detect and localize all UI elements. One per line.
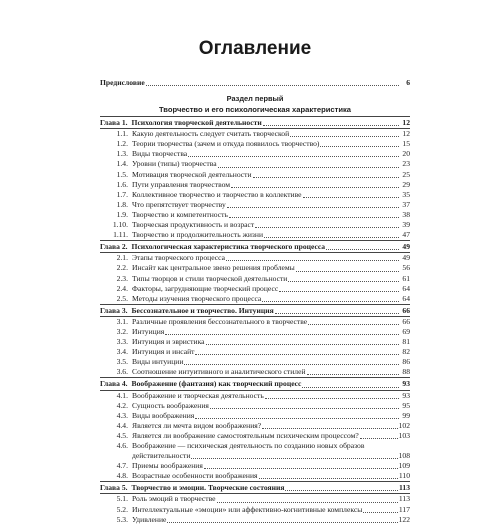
entry-number: 2.2. — [116, 263, 128, 273]
leader-dots — [217, 502, 398, 503]
toc-entry[interactable] — [100, 139, 410, 149]
entry-text: Возрастные особенности воображения — [132, 471, 258, 481]
toc-entry[interactable] — [100, 431, 410, 441]
entry-number: 4.2. — [116, 400, 128, 410]
leader-dots — [303, 197, 400, 198]
entry-text: Приемы воображения — [132, 461, 203, 471]
entry-page: 37 — [402, 199, 410, 209]
chapter-list — [100, 116, 410, 525]
entry-number: 2.1. — [116, 253, 128, 263]
entry-page: 64 — [402, 293, 410, 303]
chapter-page: 113 — [399, 483, 410, 493]
chapter-entry[interactable] — [100, 118, 410, 128]
leader-dots — [264, 237, 399, 238]
toc-entry[interactable] — [100, 391, 410, 401]
entry-page: 102 — [398, 420, 410, 430]
leader-dots — [308, 324, 399, 325]
leader-dots — [275, 313, 399, 314]
leader-dots — [253, 177, 399, 178]
toc-entry[interactable] — [100, 327, 410, 337]
toc-entry[interactable] — [100, 317, 410, 327]
leader-dots — [191, 458, 397, 459]
toc-entry[interactable] — [100, 461, 410, 471]
entry-text: Творчество и компетентность — [132, 209, 228, 219]
leader-dots — [206, 344, 399, 345]
entry-page: 38 — [402, 209, 410, 219]
leader-dots — [265, 398, 399, 399]
entry-number: 5.3. — [116, 514, 128, 524]
chapter-number: Глава 4. — [100, 379, 128, 389]
entry-text: Интуиция — [132, 326, 165, 336]
entry-number: 4.4. — [116, 420, 128, 430]
entry-page: 103 — [398, 430, 410, 440]
entry-page: 20 — [402, 149, 410, 159]
entry-number: 4.7. — [116, 461, 128, 471]
entry-number: 4.3. — [116, 410, 128, 420]
chapter-page: 66 — [402, 305, 410, 315]
leader-dots — [218, 167, 399, 168]
entry-page: 109 — [398, 461, 410, 471]
leader-dots — [285, 490, 398, 491]
entry-text: Что препятствует творчеству — [132, 199, 226, 209]
toc-entry[interactable] — [100, 159, 410, 169]
toc-entry[interactable] — [100, 367, 410, 377]
chapter-number: Глава 2. — [100, 242, 128, 252]
chapter-block — [100, 481, 410, 524]
leader-dots — [188, 156, 399, 157]
entry-number: 2.3. — [116, 273, 128, 283]
leader-dots — [360, 438, 398, 439]
entry-number: 1.6. — [116, 179, 128, 189]
entry-number: 3.3. — [116, 337, 128, 347]
entry-text: Является ли мечта видом воображения? — [132, 420, 262, 430]
entry-text: Виды творчества — [132, 149, 188, 159]
toc-entry[interactable] — [100, 274, 410, 284]
entry-line2 — [132, 451, 410, 461]
leader-dots — [259, 478, 398, 479]
entry-number: 1.11. — [113, 230, 128, 240]
leader-dots — [146, 85, 399, 86]
chapter-entry[interactable] — [100, 306, 410, 316]
entry-page: 99 — [402, 410, 410, 420]
entry-page: 12 — [402, 129, 410, 139]
preface-entry[interactable] — [100, 78, 410, 88]
entry-page: 81 — [402, 337, 410, 347]
leader-dots — [262, 301, 399, 302]
entry-page: 69 — [402, 326, 410, 336]
toc-entry[interactable] — [100, 337, 410, 347]
entry-number: 1.7. — [116, 189, 128, 199]
chapter-page: 49 — [402, 242, 410, 252]
leader-dots — [165, 334, 399, 335]
chapter-page: 12 — [402, 118, 410, 128]
entry-page: 25 — [402, 169, 410, 179]
entry-text: Пути управления творчеством — [132, 179, 231, 189]
toc-entry[interactable] — [100, 220, 410, 230]
leader-dots — [296, 271, 399, 272]
leader-dots — [290, 136, 399, 137]
leader-dots — [255, 227, 399, 228]
entry-number: 5.2. — [116, 504, 128, 514]
toc-entry[interactable] — [100, 210, 410, 220]
leader-dots — [302, 387, 399, 388]
entry-text: Творчество и продолжительность жизни — [132, 230, 264, 240]
entry-body — [132, 441, 410, 461]
section-label: Раздел первый — [226, 94, 284, 104]
entry-page: 39 — [402, 220, 410, 230]
entry-text: Уровни (типы) творчества — [132, 159, 217, 169]
leader-dots — [227, 207, 399, 208]
leader-dots — [229, 217, 399, 218]
leader-dots — [195, 354, 399, 355]
entry-text: Этапы творческого процесса — [132, 253, 225, 263]
entry-page: 113 — [398, 494, 410, 504]
chapter-title: Творчество и эмоции. Творческие состояния — [131, 483, 285, 493]
entry-text: Интуиция и инсайт — [132, 347, 195, 357]
section-subtitle: Творчество и его психологическая характеристика — [158, 104, 352, 114]
entry-text: Факторы, загрудняющие творческий процесс — [132, 283, 279, 293]
toc-entry[interactable] — [100, 421, 410, 431]
entry-text: Интеллектуальные «эмоции» или аффективно-когнитивные комплексы — [132, 504, 363, 514]
preface-page: 6 — [406, 78, 410, 87]
leader-dots — [262, 428, 397, 429]
leader-dots — [307, 374, 399, 375]
entry-text: Интуиция и эвристика — [132, 337, 205, 347]
entry-page: 66 — [402, 316, 410, 326]
toc-entry[interactable] — [100, 129, 410, 139]
entry-page: 49 — [402, 253, 410, 263]
entry-text: Виды воображения — [132, 410, 195, 420]
entry-number: 4.5. — [116, 430, 128, 440]
entry-number: 2.4. — [116, 283, 128, 293]
entry-number: 4.1. — [116, 390, 128, 400]
toc-entry[interactable] — [100, 230, 410, 240]
entry-page: 88 — [402, 367, 410, 377]
entry-text: Методы изучения творческого процесса — [132, 293, 262, 303]
toc-entry[interactable] — [100, 170, 410, 180]
toc-entry[interactable] — [100, 347, 410, 357]
leader-dots — [167, 522, 397, 523]
entry-number: 2.5. — [116, 293, 128, 303]
entry-text: Соотношение интуитивного и аналитического стилей — [132, 367, 306, 377]
entry-text: Мотивация творческой деятельности — [132, 169, 252, 179]
entry-text: Сущность воображения — [132, 400, 209, 410]
toc-entry[interactable] — [100, 284, 410, 294]
entry-text: Является ли воображение самостоятельным психическим процессом? — [132, 430, 359, 440]
entry-page: 110 — [398, 471, 410, 481]
chapter-title: Бессознательное и творчество. Интуиция — [131, 305, 274, 315]
chapter-block — [100, 116, 410, 240]
leader-dots — [326, 249, 399, 250]
chapter-title: Психология творческой деятельности — [131, 118, 262, 128]
entry-page: 86 — [402, 357, 410, 367]
leader-dots — [363, 512, 398, 513]
entry-page: 108 — [398, 451, 410, 461]
entry-number: 4.6. — [116, 441, 128, 450]
toc-entry[interactable] — [100, 471, 410, 481]
entry-text: Теории творчества (зачем и откуда появилось творчество) — [132, 139, 320, 149]
entry-page: 93 — [402, 390, 410, 400]
toc-entry[interactable] — [100, 515, 410, 525]
entry-number: 3.2. — [116, 326, 128, 336]
toc-page — [100, 38, 410, 525]
entry-number: 3.4. — [116, 347, 128, 357]
entry-number: 1.1. — [116, 129, 128, 139]
preface-label: Предисловие — [100, 78, 145, 87]
toc-entry[interactable] — [100, 263, 410, 273]
leader-dots — [210, 408, 399, 409]
entry-page: 35 — [402, 189, 410, 199]
toc-entry[interactable] — [100, 441, 410, 461]
toc-entry[interactable] — [100, 200, 410, 210]
leader-dots — [204, 468, 398, 469]
chapter-title: Воображение (фантазия) как творческий процесс — [131, 379, 302, 389]
entry-number: 1.4. — [116, 159, 128, 169]
toc-entry[interactable] — [100, 294, 410, 304]
leader-dots — [226, 260, 399, 261]
toc-entry[interactable] — [100, 505, 410, 515]
entry-page: 117 — [398, 504, 410, 514]
chapter-entry[interactable] — [100, 379, 410, 389]
entry-page: 82 — [402, 347, 410, 357]
entry-page: 47 — [402, 230, 410, 240]
entry-number: 1.3. — [116, 149, 128, 159]
chapter-entry[interactable] — [100, 242, 410, 252]
entry-page: 64 — [402, 283, 410, 293]
entry-page: 23 — [402, 159, 410, 169]
entry-page: 56 — [402, 263, 410, 273]
entry-number: 1.2. — [116, 139, 128, 149]
toc-entry[interactable] — [100, 190, 410, 200]
chapter-block — [100, 377, 410, 481]
entry-text: Виды интуиции — [132, 357, 184, 367]
leader-dots — [263, 125, 399, 126]
entry-text: Творческая продуктивность и возраст — [132, 220, 255, 230]
entry-text: Коллективное творчество и творчество в коллективе — [132, 189, 302, 199]
entry-text: Типы творцов и стили творческой деятельности — [132, 273, 288, 283]
toc-entry[interactable] — [100, 180, 410, 190]
entry-number: 3.5. — [116, 357, 128, 367]
entry-page: 95 — [402, 400, 410, 410]
chapter-block — [100, 240, 410, 304]
entry-number: 1.8. — [116, 199, 128, 209]
entry-page: 29 — [402, 179, 410, 189]
chapter-page: 93 — [402, 379, 410, 389]
leader-dots — [195, 418, 399, 419]
entry-page: 61 — [402, 273, 410, 283]
toc-entry[interactable] — [100, 253, 410, 263]
entry-number: 1.10. — [112, 220, 128, 230]
entry-text: Роль эмоций в творчестве — [132, 494, 216, 504]
leader-dots — [320, 146, 399, 147]
entry-number: 4.8. — [116, 471, 128, 481]
entry-page: 15 — [402, 139, 410, 149]
entry-text: Различные проявления бессознательного в творчестве — [132, 316, 308, 326]
entry-text: Воображение — психическая деятельность по созданию новых образов — [132, 441, 365, 450]
entry-number: 1.9. — [116, 209, 128, 219]
entry-text-continued: действительности — [132, 451, 191, 461]
toc-entry[interactable] — [100, 357, 410, 367]
chapter-number: Глава 1. — [100, 118, 128, 128]
leader-dots — [231, 187, 399, 188]
toc-entry[interactable] — [100, 411, 410, 421]
entry-number: 3.1. — [116, 316, 128, 326]
leader-dots — [184, 364, 399, 365]
chapter-number: Глава 3. — [100, 305, 128, 315]
toc-entry[interactable] — [100, 149, 410, 159]
entry-text: Инсайт как центральное звено решения проблемы — [132, 263, 295, 273]
entry-number: 3.6. — [116, 367, 128, 377]
toc-entry[interactable] — [100, 401, 410, 411]
entry-text: Воображение и творческая деятельность — [132, 390, 264, 400]
chapter-block — [100, 304, 410, 378]
entry-text: Какую деятельность следует считать творческой — [132, 129, 290, 139]
entry-text: Удивление — [132, 514, 167, 524]
chapter-number: Глава 5. — [100, 483, 128, 493]
leader-dots — [279, 291, 399, 292]
entry-page: 122 — [398, 514, 410, 524]
entry-number: 1.5. — [116, 169, 128, 179]
page-title: Оглавление — [198, 38, 312, 59]
chapter-entry[interactable] — [100, 483, 410, 493]
chapter-title: Психологическая характеристика творческого процесса — [131, 242, 326, 252]
entry-number: 5.1. — [116, 494, 128, 504]
leader-dots — [288, 281, 399, 282]
